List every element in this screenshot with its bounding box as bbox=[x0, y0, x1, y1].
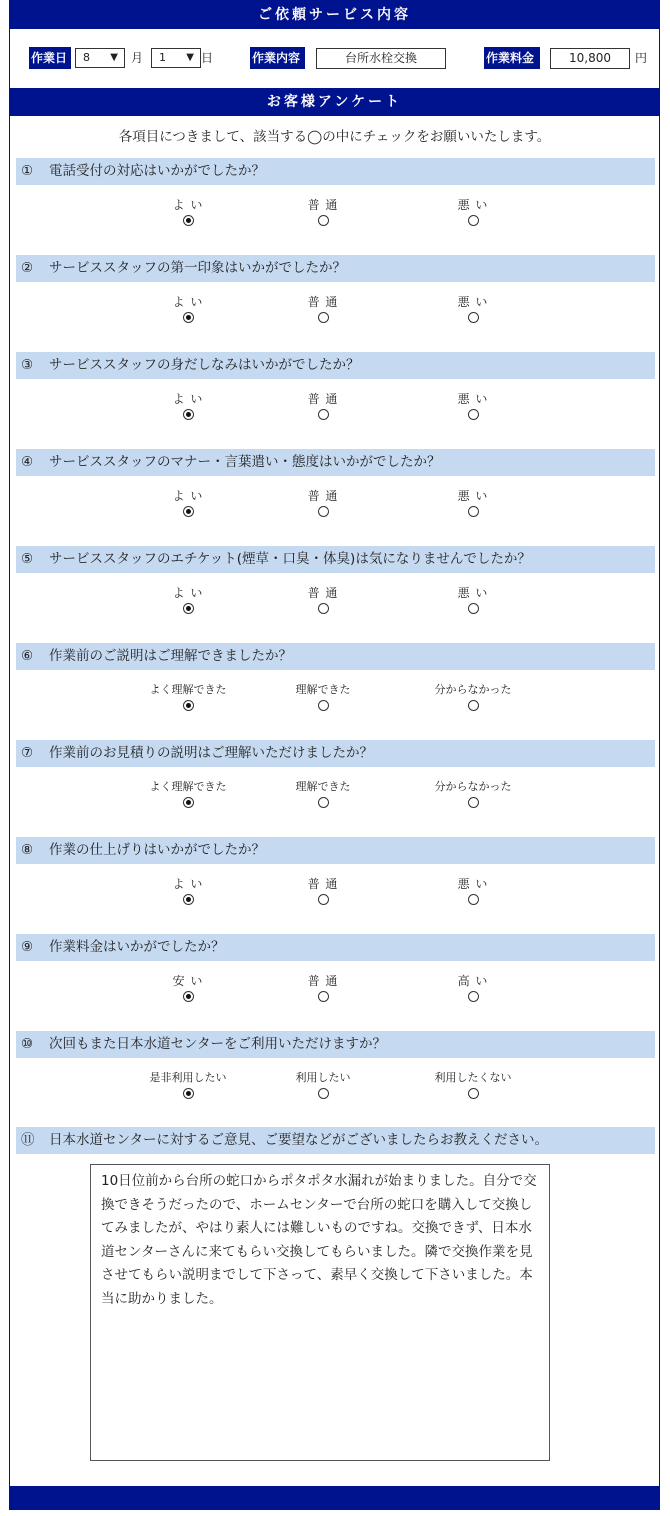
radio-button-icon[interactable] bbox=[468, 506, 479, 517]
month-select[interactable] bbox=[75, 48, 125, 68]
radio-button-icon[interactable] bbox=[183, 991, 194, 1002]
option-label: 悪 い bbox=[457, 392, 489, 406]
question-1-option-1[interactable] bbox=[128, 197, 248, 226]
question-7 bbox=[16, 740, 655, 767]
question-text: サービススタッフのエチケット(煙草・口臭・体臭)は気になりませんでしたか？ bbox=[49, 551, 531, 567]
option-label: 普 通 bbox=[307, 489, 339, 503]
radio-button-icon[interactable] bbox=[183, 215, 194, 226]
radio-button-icon[interactable] bbox=[318, 894, 329, 905]
question-text: 作業の仕上げりはいかがでしたか？ bbox=[49, 842, 265, 858]
option-label: よ い bbox=[172, 392, 204, 406]
radio-button-icon[interactable] bbox=[468, 894, 479, 905]
option-label: よ い bbox=[172, 489, 204, 503]
comment-textarea[interactable]: 10日位前から台所の蛇口からポタポタ水漏れが始まりました。自分で交換できそうだったので、ホームセンターで台所の蛇口を購入して交換してみましたが、やはり素人には難しいものですね。交換できず、日本水道センターさんに来てもらい交換してもらいました。隣で交換作業を見させてもらい説明までして下さって、素早く交換して下さいました。本当に助かりました。 bbox=[90, 1164, 550, 1461]
question-text: 電話受付の対応はいかがでしたか？ bbox=[49, 163, 265, 179]
question-1-option-2[interactable] bbox=[263, 197, 383, 226]
question-text: 作業前のご説明はご理解できましたか？ bbox=[49, 648, 292, 664]
question-number: ① bbox=[21, 163, 34, 179]
option-label: 悪 い bbox=[457, 586, 489, 600]
radio-button-icon[interactable] bbox=[183, 603, 194, 614]
option-label: 理解できた bbox=[295, 683, 351, 696]
work-fee-field[interactable]: 10,800 bbox=[550, 48, 630, 69]
question-number: ⑥ bbox=[21, 648, 34, 664]
question-text: 日本水道センターに対するご意見、ご要望などがございましたらお教えください。 bbox=[49, 1132, 548, 1148]
question-3-option-1[interactable] bbox=[128, 391, 248, 420]
radio-button-icon[interactable] bbox=[318, 603, 329, 614]
work-content-field[interactable]: 台所水栓交換 bbox=[316, 48, 446, 69]
option-label: 普 通 bbox=[307, 586, 339, 600]
question-number: ⑤ bbox=[21, 551, 34, 567]
question-3-option-2[interactable] bbox=[263, 391, 383, 420]
option-label: よ い bbox=[172, 198, 204, 212]
question-6-option-1[interactable] bbox=[128, 682, 248, 711]
work-content-label: 作業内容 bbox=[250, 47, 305, 69]
question-8 bbox=[16, 837, 655, 864]
radio-button-icon[interactable] bbox=[318, 797, 329, 808]
option-label: 普 通 bbox=[307, 392, 339, 406]
question-5-option-2[interactable] bbox=[263, 585, 383, 614]
radio-button-icon[interactable] bbox=[468, 603, 479, 614]
question-2-option-2[interactable] bbox=[263, 294, 383, 323]
question-2 bbox=[16, 255, 655, 282]
option-label: 理解できた bbox=[295, 780, 351, 793]
question-10-option-3[interactable] bbox=[413, 1070, 533, 1099]
service-row bbox=[10, 29, 659, 88]
question-4 bbox=[16, 449, 655, 476]
question-8-option-2[interactable] bbox=[263, 876, 383, 905]
question-number: ⑩ bbox=[21, 1036, 34, 1052]
option-label: 悪 い bbox=[457, 198, 489, 212]
question-6 bbox=[16, 643, 655, 670]
option-label: よ い bbox=[172, 295, 204, 309]
radio-button-icon[interactable] bbox=[183, 409, 194, 420]
radio-button-icon[interactable] bbox=[468, 215, 479, 226]
radio-button-icon[interactable] bbox=[468, 1088, 479, 1099]
day-select[interactable] bbox=[151, 48, 201, 68]
question-1 bbox=[16, 158, 655, 185]
question-number: ③ bbox=[21, 357, 34, 373]
question-7-option-3[interactable] bbox=[413, 779, 533, 808]
footer-bar bbox=[10, 1486, 659, 1509]
radio-button-icon[interactable] bbox=[318, 1088, 329, 1099]
question-number: ④ bbox=[21, 454, 34, 470]
radio-button-icon[interactable] bbox=[318, 700, 329, 711]
question-text: サービススタッフの身だしなみはいかがでしたか？ bbox=[49, 357, 360, 373]
radio-button-icon[interactable] bbox=[318, 506, 329, 517]
question-text: 作業料金はいかがでしたか？ bbox=[49, 939, 225, 955]
chevron-down-icon: ▼ bbox=[110, 52, 118, 63]
question-9-option-3[interactable] bbox=[413, 973, 533, 1002]
option-label: 悪 い bbox=[457, 489, 489, 503]
radio-button-icon[interactable] bbox=[318, 215, 329, 226]
question-9-option-1[interactable] bbox=[128, 973, 248, 1002]
day-value: 1 bbox=[159, 51, 166, 64]
option-label: よ い bbox=[172, 586, 204, 600]
question-3-option-3[interactable] bbox=[413, 391, 533, 420]
question-text: サービススタッフのマナー・言葉遣い・態度はいかがでしたか？ bbox=[49, 454, 441, 470]
question-9 bbox=[16, 934, 655, 961]
radio-button-icon[interactable] bbox=[183, 894, 194, 905]
radio-button-icon[interactable] bbox=[183, 506, 194, 517]
fee-unit: 円 bbox=[635, 51, 648, 65]
question-8-option-1[interactable] bbox=[128, 876, 248, 905]
question-11 bbox=[16, 1127, 655, 1154]
option-label: 分からなかった bbox=[434, 683, 512, 696]
question-10 bbox=[16, 1031, 655, 1058]
option-label: 高 い bbox=[457, 974, 489, 988]
question-2-option-1[interactable] bbox=[128, 294, 248, 323]
chevron-down-icon: ▼ bbox=[186, 52, 194, 63]
question-4-option-3[interactable] bbox=[413, 488, 533, 517]
option-label: 分からなかった bbox=[434, 780, 512, 793]
option-label: 是非利用したい bbox=[149, 1071, 227, 1084]
radio-button-icon[interactable] bbox=[468, 700, 479, 711]
question-number: ⑪ bbox=[21, 1132, 35, 1148]
service-header: ご依頼サービス内容 bbox=[10, 1, 659, 29]
question-text: 作業前のお見積りの説明はご理解いただけましたか？ bbox=[49, 745, 373, 761]
radio-button-icon[interactable] bbox=[318, 409, 329, 420]
option-label: よく理解できた bbox=[149, 683, 227, 696]
option-label: よく理解できた bbox=[149, 780, 227, 793]
survey-instruction: 各項目につきまして、該当する◯の中にチェックをお願いいたします。 bbox=[118, 129, 551, 145]
question-2-option-3[interactable] bbox=[413, 294, 533, 323]
month-unit: 月 bbox=[131, 51, 144, 65]
radio-button-icon[interactable] bbox=[183, 797, 194, 808]
radio-button-icon[interactable] bbox=[468, 409, 479, 420]
question-8-option-3[interactable] bbox=[413, 876, 533, 905]
day-unit: 日 bbox=[201, 51, 214, 65]
question-1-option-3[interactable] bbox=[413, 197, 533, 226]
question-9-option-2[interactable] bbox=[263, 973, 383, 1002]
option-label: 利用したくない bbox=[434, 1071, 512, 1084]
option-label: 普 通 bbox=[307, 295, 339, 309]
question-text: サービススタッフの第一印象はいかがでしたか？ bbox=[49, 260, 346, 276]
radio-button-icon[interactable] bbox=[318, 312, 329, 323]
question-5 bbox=[16, 546, 655, 573]
option-label: 安 い bbox=[172, 974, 204, 988]
question-6-option-2[interactable] bbox=[263, 682, 383, 711]
question-4-option-1[interactable] bbox=[128, 488, 248, 517]
work-fee-label: 作業料金 bbox=[484, 47, 540, 69]
question-10-option-1[interactable] bbox=[128, 1070, 248, 1099]
month-value: 8 bbox=[83, 51, 90, 64]
option-label: 悪 い bbox=[457, 877, 489, 891]
question-7-option-1[interactable] bbox=[128, 779, 248, 808]
question-5-option-1[interactable] bbox=[128, 585, 248, 614]
question-4-option-2[interactable] bbox=[263, 488, 383, 517]
question-6-option-3[interactable] bbox=[413, 682, 533, 711]
question-3 bbox=[16, 352, 655, 379]
radio-button-icon[interactable] bbox=[468, 797, 479, 808]
question-number: ⑨ bbox=[21, 939, 34, 955]
option-label: よ い bbox=[172, 877, 204, 891]
option-label: 普 通 bbox=[307, 198, 339, 212]
question-5-option-3[interactable] bbox=[413, 585, 533, 614]
radio-button-icon[interactable] bbox=[183, 312, 194, 323]
question-7-option-2[interactable] bbox=[263, 779, 383, 808]
survey-header: お客様アンケート bbox=[10, 88, 659, 116]
radio-button-icon[interactable] bbox=[183, 1088, 194, 1099]
option-label: 悪 い bbox=[457, 295, 489, 309]
radio-button-icon[interactable] bbox=[183, 700, 194, 711]
option-label: 利用したい bbox=[295, 1071, 351, 1084]
radio-button-icon[interactable] bbox=[318, 991, 329, 1002]
question-number: ⑧ bbox=[21, 842, 34, 858]
radio-button-icon[interactable] bbox=[468, 312, 479, 323]
work-date-label: 作業日 bbox=[29, 47, 71, 69]
radio-button-icon[interactable] bbox=[468, 991, 479, 1002]
survey-frame bbox=[9, 0, 660, 1510]
option-label: 普 通 bbox=[307, 877, 339, 891]
question-number: ② bbox=[21, 260, 34, 276]
option-label: 普 通 bbox=[307, 974, 339, 988]
question-10-option-2[interactable] bbox=[263, 1070, 383, 1099]
question-number: ⑦ bbox=[21, 745, 34, 761]
question-text: 次回もまた日本水道センターをご利用いただけますか？ bbox=[49, 1036, 386, 1052]
